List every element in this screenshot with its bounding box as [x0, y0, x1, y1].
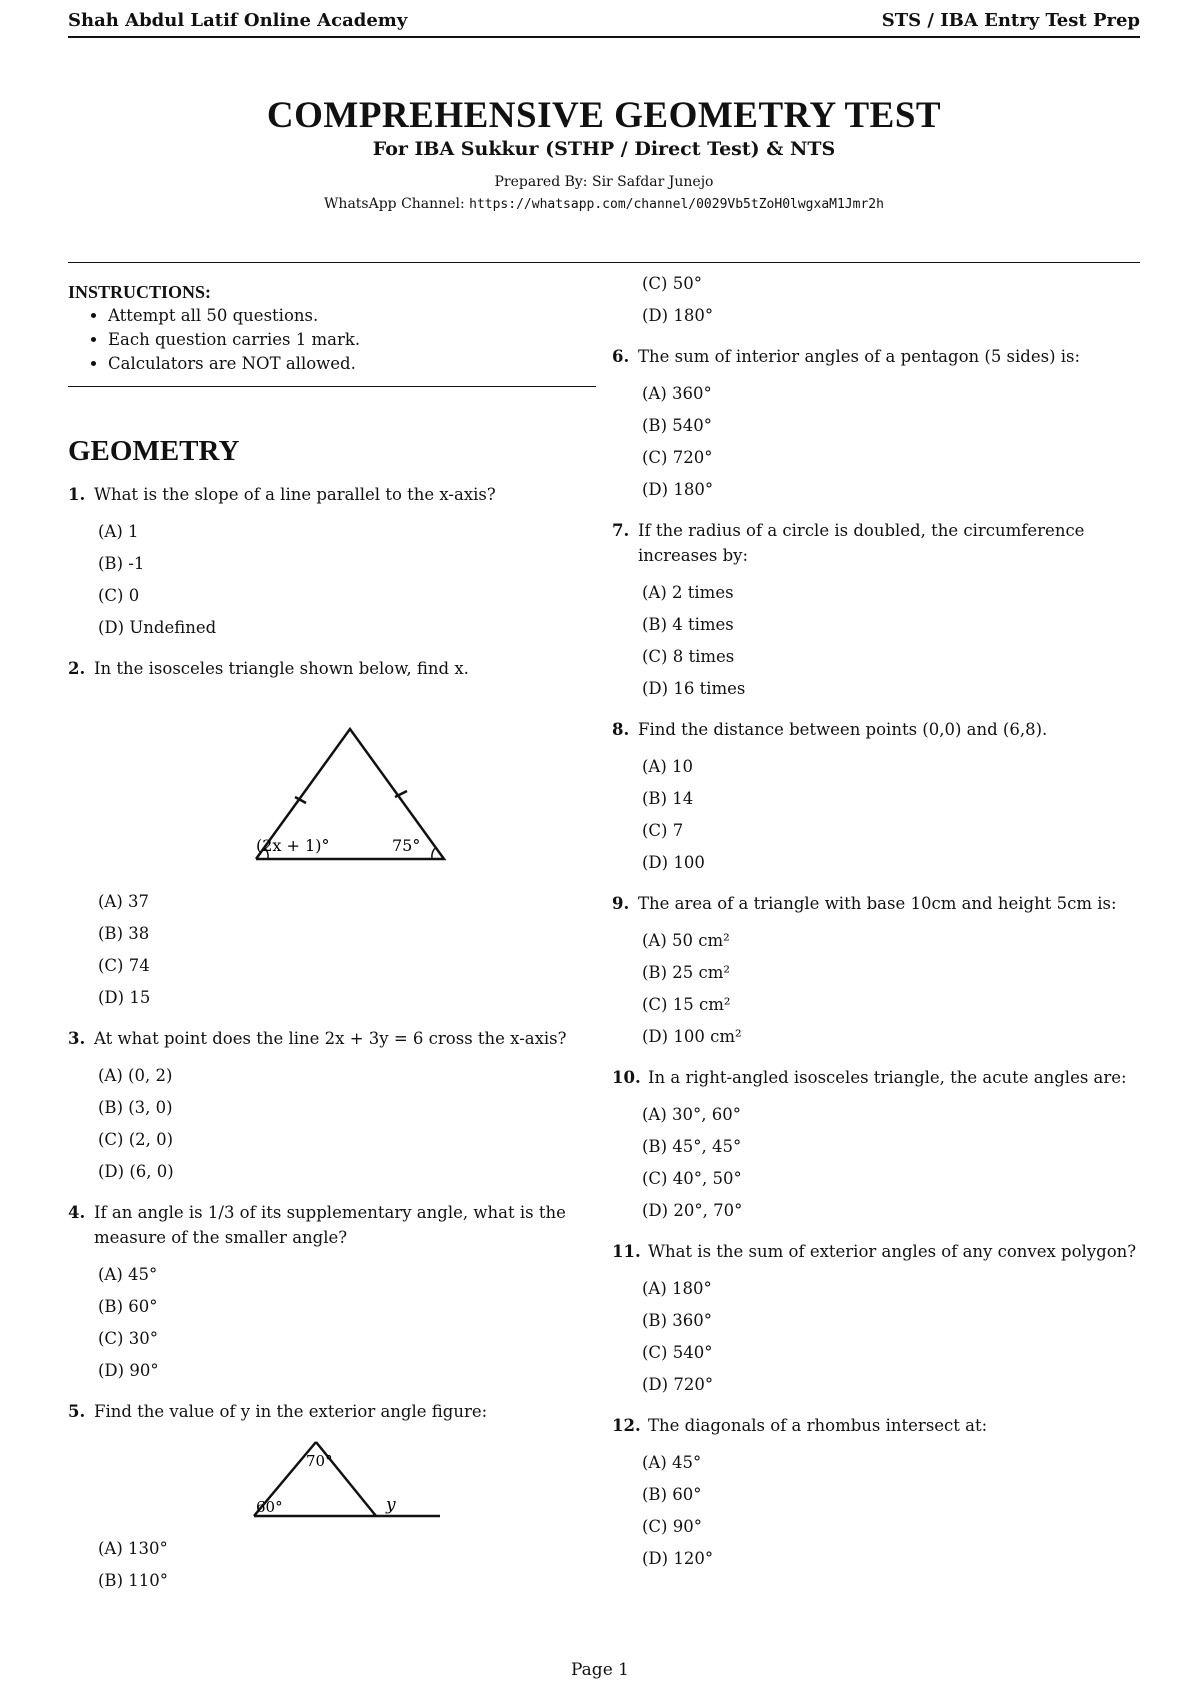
header-prep: STS / IBA Entry Test Prep — [881, 10, 1140, 31]
angle-label-top: 70° — [306, 1452, 333, 1470]
section-heading: GEOMETRY — [68, 435, 240, 467]
question-6 — [612, 344, 1140, 506]
title-rule — [68, 262, 1140, 263]
option: (D) 100 cm² — [642, 1027, 742, 1046]
option: (A) 360° — [642, 384, 712, 403]
question-number: 3. — [68, 1029, 86, 1048]
question-text: What is the sum of exterior angles of any convex polygon? — [648, 1242, 1137, 1261]
instructions-box — [68, 280, 596, 387]
option: (A) 130° — [98, 1539, 168, 1558]
option: (C) 74 — [98, 956, 150, 975]
question-4 — [68, 1200, 596, 1387]
option: (C) 0 — [98, 586, 140, 605]
option: (A) 50 cm² — [642, 931, 730, 950]
question-3 — [68, 1026, 596, 1188]
question-number: 9. — [612, 894, 630, 913]
option: (B) 60° — [642, 1485, 702, 1504]
option: (A) 180° — [642, 1279, 712, 1298]
whatsapp-line — [68, 196, 1140, 212]
option: (A) (0, 2) — [98, 1066, 173, 1085]
question-number: 2. — [68, 659, 86, 678]
question-text: The area of a triangle with base 10cm and height 5cm is: — [638, 894, 1117, 913]
option: (B) 38 — [98, 924, 150, 943]
question-number: 8. — [612, 720, 630, 739]
option: (D) 180° — [642, 306, 714, 325]
option: (C) 540° — [642, 1343, 713, 1362]
question-1 — [68, 482, 596, 644]
option: (C) 40°, 50° — [642, 1169, 742, 1188]
option: (B) 110° — [98, 1571, 168, 1590]
option: (B) 25 cm² — [642, 963, 730, 982]
option: (C) 720° — [642, 448, 713, 467]
question-10 — [612, 1065, 1140, 1227]
question-text: In the isosceles triangle shown below, find x. — [94, 659, 469, 678]
instruction-item: • Attempt all 50 questions. — [108, 304, 596, 328]
question-text: The sum of interior angles of a pentagon (5 sides) is: — [638, 347, 1081, 366]
question-text: If the radius of a circle is doubled, the circumference increases by: — [638, 521, 1085, 565]
question-text: At what point does the line 2x + 3y = 6 cross the x-axis? — [94, 1029, 567, 1048]
option: (D) 15 — [98, 988, 151, 1007]
question-number: 12. — [612, 1416, 641, 1435]
option: (B) -1 — [98, 554, 145, 573]
question-5-continued — [612, 268, 1140, 332]
option: (C) 30° — [98, 1329, 158, 1348]
angle-label-y: y — [386, 1495, 396, 1515]
question-text: Find the value of y in the exterior angle figure: — [94, 1402, 488, 1421]
option: (D) Undefined — [98, 618, 217, 637]
instruction-item: • Each question carries 1 mark. — [108, 328, 596, 352]
option: (A) 1 — [98, 522, 139, 541]
question-9 — [612, 891, 1140, 1053]
question-2 — [68, 656, 596, 1014]
option: (D) 120° — [642, 1549, 714, 1568]
question-number: 4. — [68, 1203, 86, 1222]
question-text: If an angle is 1/3 of its supplementary angle, what is the measure of the smaller angle? — [94, 1203, 566, 1247]
running-header — [68, 8, 1140, 38]
angle-arc-right — [432, 847, 436, 859]
angle-label-left: (2x + 1)° — [256, 836, 330, 855]
option: (D) 180° — [642, 480, 714, 499]
option: (C) 15 cm² — [642, 995, 731, 1014]
title-block — [68, 96, 1140, 212]
question-text: What is the slope of a line parallel to the x-axis? — [94, 485, 496, 504]
question-11 — [612, 1239, 1140, 1401]
question-5 — [68, 1399, 596, 1597]
question-number: 5. — [68, 1402, 86, 1421]
option: (B) 360° — [642, 1311, 712, 1330]
option: (C) 50° — [642, 274, 702, 293]
whatsapp-url[interactable]: https://whatsapp.com/channel/0029Vb5tZoH0lwgxaM1Jmr2h — [469, 197, 884, 212]
angle-label-left: 60° — [256, 1498, 283, 1516]
question-number: 10. — [612, 1068, 641, 1087]
question-8 — [612, 717, 1140, 879]
option: (C) (2, 0) — [98, 1130, 174, 1149]
test-subtitle: For IBA Sukkur (STHP / Direct Test) & NTS — [372, 138, 836, 160]
option: (D) 720° — [642, 1375, 714, 1394]
option: (A) 30°, 60° — [642, 1105, 742, 1124]
option: (D) 100 — [642, 853, 705, 872]
angle-label-right: 75° — [392, 836, 421, 855]
page-number: Page 1 — [571, 1660, 629, 1680]
option: (B) (3, 0) — [98, 1098, 173, 1117]
whatsapp-label: WhatsApp Channel: — [324, 196, 465, 212]
option: (C) 7 — [642, 821, 684, 840]
question-text: Find the distance between points (0,0) and (6,8). — [638, 720, 1048, 739]
option: (C) 90° — [642, 1517, 702, 1536]
instructions-heading: INSTRUCTIONS: — [68, 282, 212, 302]
left-column — [68, 280, 596, 1609]
question-text: In a right-angled isosceles triangle, the acute angles are: — [648, 1068, 1127, 1087]
question-12 — [612, 1413, 1140, 1575]
option: (A) 2 times — [642, 583, 734, 602]
question-text: The diagonals of a rhombus intersect at: — [648, 1416, 988, 1435]
option: (A) 10 — [642, 757, 694, 776]
question-number: 6. — [612, 347, 630, 366]
question-7 — [612, 518, 1140, 705]
question-number: 7. — [612, 521, 630, 540]
option: (B) 60° — [98, 1297, 158, 1316]
question-number: 11. — [612, 1242, 641, 1261]
right-column — [612, 274, 1140, 1587]
instruction-item: • Calculators are NOT allowed. — [108, 352, 596, 376]
option: (B) 4 times — [642, 615, 734, 634]
option: (C) 8 times — [642, 647, 735, 666]
question-number: 1. — [68, 485, 86, 504]
option: (D) 16 times — [642, 679, 746, 698]
option: (B) 14 — [642, 789, 694, 808]
option: (D) 90° — [98, 1361, 159, 1380]
option: (A) 37 — [98, 892, 150, 911]
option: (B) 540° — [642, 416, 712, 435]
isosceles-triangle-figure — [68, 691, 596, 877]
instructions-list — [68, 304, 596, 376]
option: (D) (6, 0) — [98, 1162, 174, 1181]
test-title: COMPREHENSIVE GEOMETRY TEST — [266, 95, 942, 136]
header-academy: Shah Abdul Latif Online Academy — [68, 10, 408, 31]
prepared-by: Prepared By: Sir Safdar Junejo — [494, 174, 714, 190]
exterior-angle-figure — [68, 1434, 596, 1524]
option: (A) 45° — [642, 1453, 702, 1472]
option: (A) 45° — [98, 1265, 158, 1284]
option: (D) 20°, 70° — [642, 1201, 743, 1220]
option: (B) 45°, 45° — [642, 1137, 742, 1156]
